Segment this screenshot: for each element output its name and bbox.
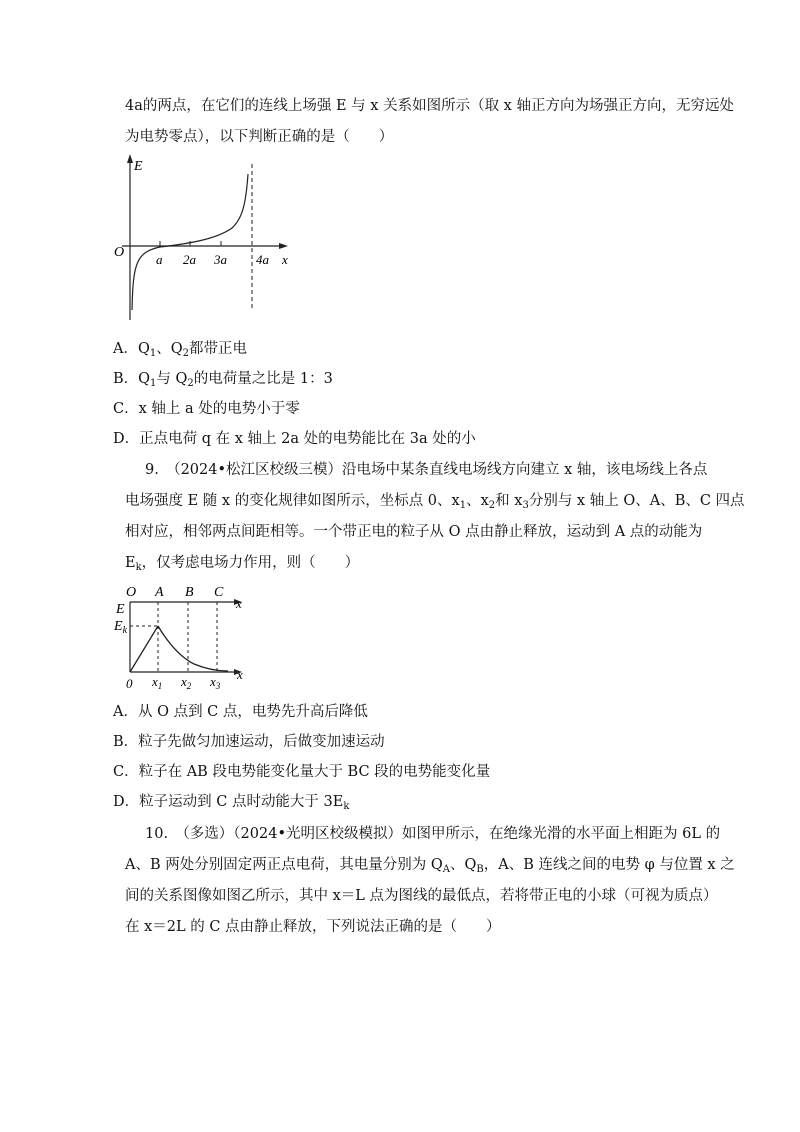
q8-origin-label: O	[114, 245, 125, 260]
q9-option-b[interactable]: B．粒子先做匀加速运动，后做变加速运动	[113, 734, 385, 750]
q9-line2-sub2: 2	[488, 500, 496, 511]
q8-tick-label-4a: 4a	[256, 252, 269, 267]
q8-e-x-graph	[110, 152, 300, 324]
q9-stem-line-3: 相对应，相邻两点间距相等。一个带正电的粒子从 O 点由静止释放，运动到 A 点的动能为	[125, 524, 703, 540]
q9-top-label-o: O	[126, 585, 137, 600]
q9-tick-x3	[209, 674, 221, 690]
q8-y-arrow-icon	[127, 154, 133, 163]
q8-option-a-text: A．Q	[113, 341, 150, 357]
q10-line2-mid: 、Q	[449, 857, 477, 873]
q8-option-d[interactable]: D．正点电荷 q 在 x 轴上 2a 处的电势能比在 3a 处的小	[113, 431, 476, 447]
q9-tick-x3-main: x	[210, 674, 216, 689]
q9-tick-x1	[151, 674, 162, 690]
q9-figure	[110, 578, 260, 694]
q8-option-a[interactable]	[113, 339, 247, 359]
q9-ek-label-sub: k	[122, 625, 128, 636]
q8-option-b-text: B．Q	[113, 371, 151, 387]
q8-option-b-post: 的电荷量之比是 1：3	[193, 371, 333, 387]
q8-y-label: E	[134, 159, 143, 174]
q8-figure	[110, 152, 300, 328]
q9-tick-x1-main: x	[152, 674, 158, 689]
q8-option-b-sub1: 1	[150, 378, 157, 389]
q10-line2-sub2: B	[476, 864, 484, 875]
q9-tick-x2-main: x	[181, 674, 187, 689]
q8-option-a-sub2: 2	[182, 348, 189, 359]
q9-stem-line-1: 9. （2024•松江区校级三模）沿电场中某条直线电场线方向建立 x 轴，该电场线上各点	[145, 462, 708, 478]
q8-option-b[interactable]	[113, 369, 333, 389]
q9-option-d-text: D．粒子运动到 C 点时动能大于 3E	[113, 794, 344, 810]
q8-option-a-sub1: 1	[149, 348, 157, 359]
q9-e-x-graph	[110, 578, 260, 690]
q8-stem-line-1: 4a的两点，在它们的连线上场强 E 与 x 关系如图所示（取 x 轴正方向为场强正方向，无穷远处	[125, 98, 734, 114]
q9-tick-x2	[180, 674, 192, 690]
q8-option-a-post: 都带正电	[189, 341, 247, 357]
q9-option-d-sub: k	[343, 801, 350, 812]
q9-stem-line-4	[125, 553, 359, 573]
q10-stem-line-4: 在 x＝2L 的 C 点由静止释放，下列说法正确的是（ ）	[125, 919, 501, 935]
q8-option-b-sub2: 2	[187, 378, 194, 389]
q9-line4-text: E	[125, 555, 136, 571]
q9-y-label: E	[116, 602, 125, 617]
q9-ek-label	[113, 619, 128, 636]
q10-stem-line-2	[125, 855, 735, 875]
q9-line4-post: ，仅考虑电场力作用，则（ ）	[141, 555, 360, 571]
q9-line4-sub: k	[135, 562, 142, 573]
q9-linear-rise	[130, 626, 158, 672]
q9-tick-x3-sub: 3	[215, 681, 221, 690]
q9-tick-x2-sub: 2	[186, 681, 192, 690]
q9-line2-mid1: 、x	[466, 493, 489, 509]
q10-line2-sub1: A	[442, 864, 450, 875]
q8-tick-label-3a: 3a	[214, 252, 227, 267]
q8-tick-label-2a: 2a	[183, 252, 196, 267]
q9-line2-mid2: 和 x	[495, 493, 523, 509]
q9-option-a[interactable]: A．从 O 点到 C 点，电势先升高后降低	[113, 704, 368, 720]
q8-tick-label-a: a	[156, 252, 163, 267]
q9-tick-x1-sub: 1	[157, 681, 163, 690]
q8-stem-line-2: 为电势零点），以下判断正确的是（ ）	[125, 129, 394, 145]
q10-stem-line-1: 10. （多选）（2024•光明区校级模拟）如图甲所示，在绝缘光滑的水平面上相距为 6L 的	[145, 826, 721, 842]
q8-option-a-mid: 、Q	[156, 341, 183, 357]
q8-option-b-mid: 与 Q	[156, 371, 188, 387]
q9-ek-label-main: E	[114, 619, 123, 634]
q8-x-arrow-icon	[279, 243, 288, 249]
q9-top-x-label: x	[236, 596, 242, 611]
q9-option-d[interactable]	[113, 792, 349, 812]
q9-line2-post: 分别与 x 轴上 O、A、B、C 四点	[528, 493, 745, 509]
q9-bottom-x-label: x	[237, 667, 243, 682]
q9-option-c[interactable]: C．粒子在 AB 段电势能变化量大于 BC 段的电势能变化量	[113, 764, 491, 780]
q9-top-label-b: B	[185, 585, 194, 600]
q9-bottom-origin: 0	[126, 676, 133, 690]
q9-line2-sub1: 1	[459, 500, 467, 511]
q8-option-c[interactable]: C．x 轴上 a 处的电势小于零	[113, 401, 300, 417]
q8-x-label: x	[282, 252, 288, 267]
q10-stem-line-3: 间的关系图像如图乙所示，其中 x＝L 点为图线的最低点，若将带正电的小球（可视为质点）	[125, 888, 718, 904]
q9-top-label-a: A	[155, 585, 164, 600]
q9-stem-line-2	[125, 491, 745, 511]
q9-top-label-c: C	[214, 585, 224, 600]
q9-line2-text: 电场强度 E 随 x 的变化规律如图所示，坐标点 0、x	[125, 493, 460, 509]
q10-line2-text: A、B 两处分别固定两正点电荷，其电量分别为 Q	[125, 857, 443, 873]
q9-line2-sub3: 3	[522, 500, 529, 511]
q10-line2-post: ，A、B 连线之间的电势 φ 与位置 x 之	[483, 857, 735, 873]
